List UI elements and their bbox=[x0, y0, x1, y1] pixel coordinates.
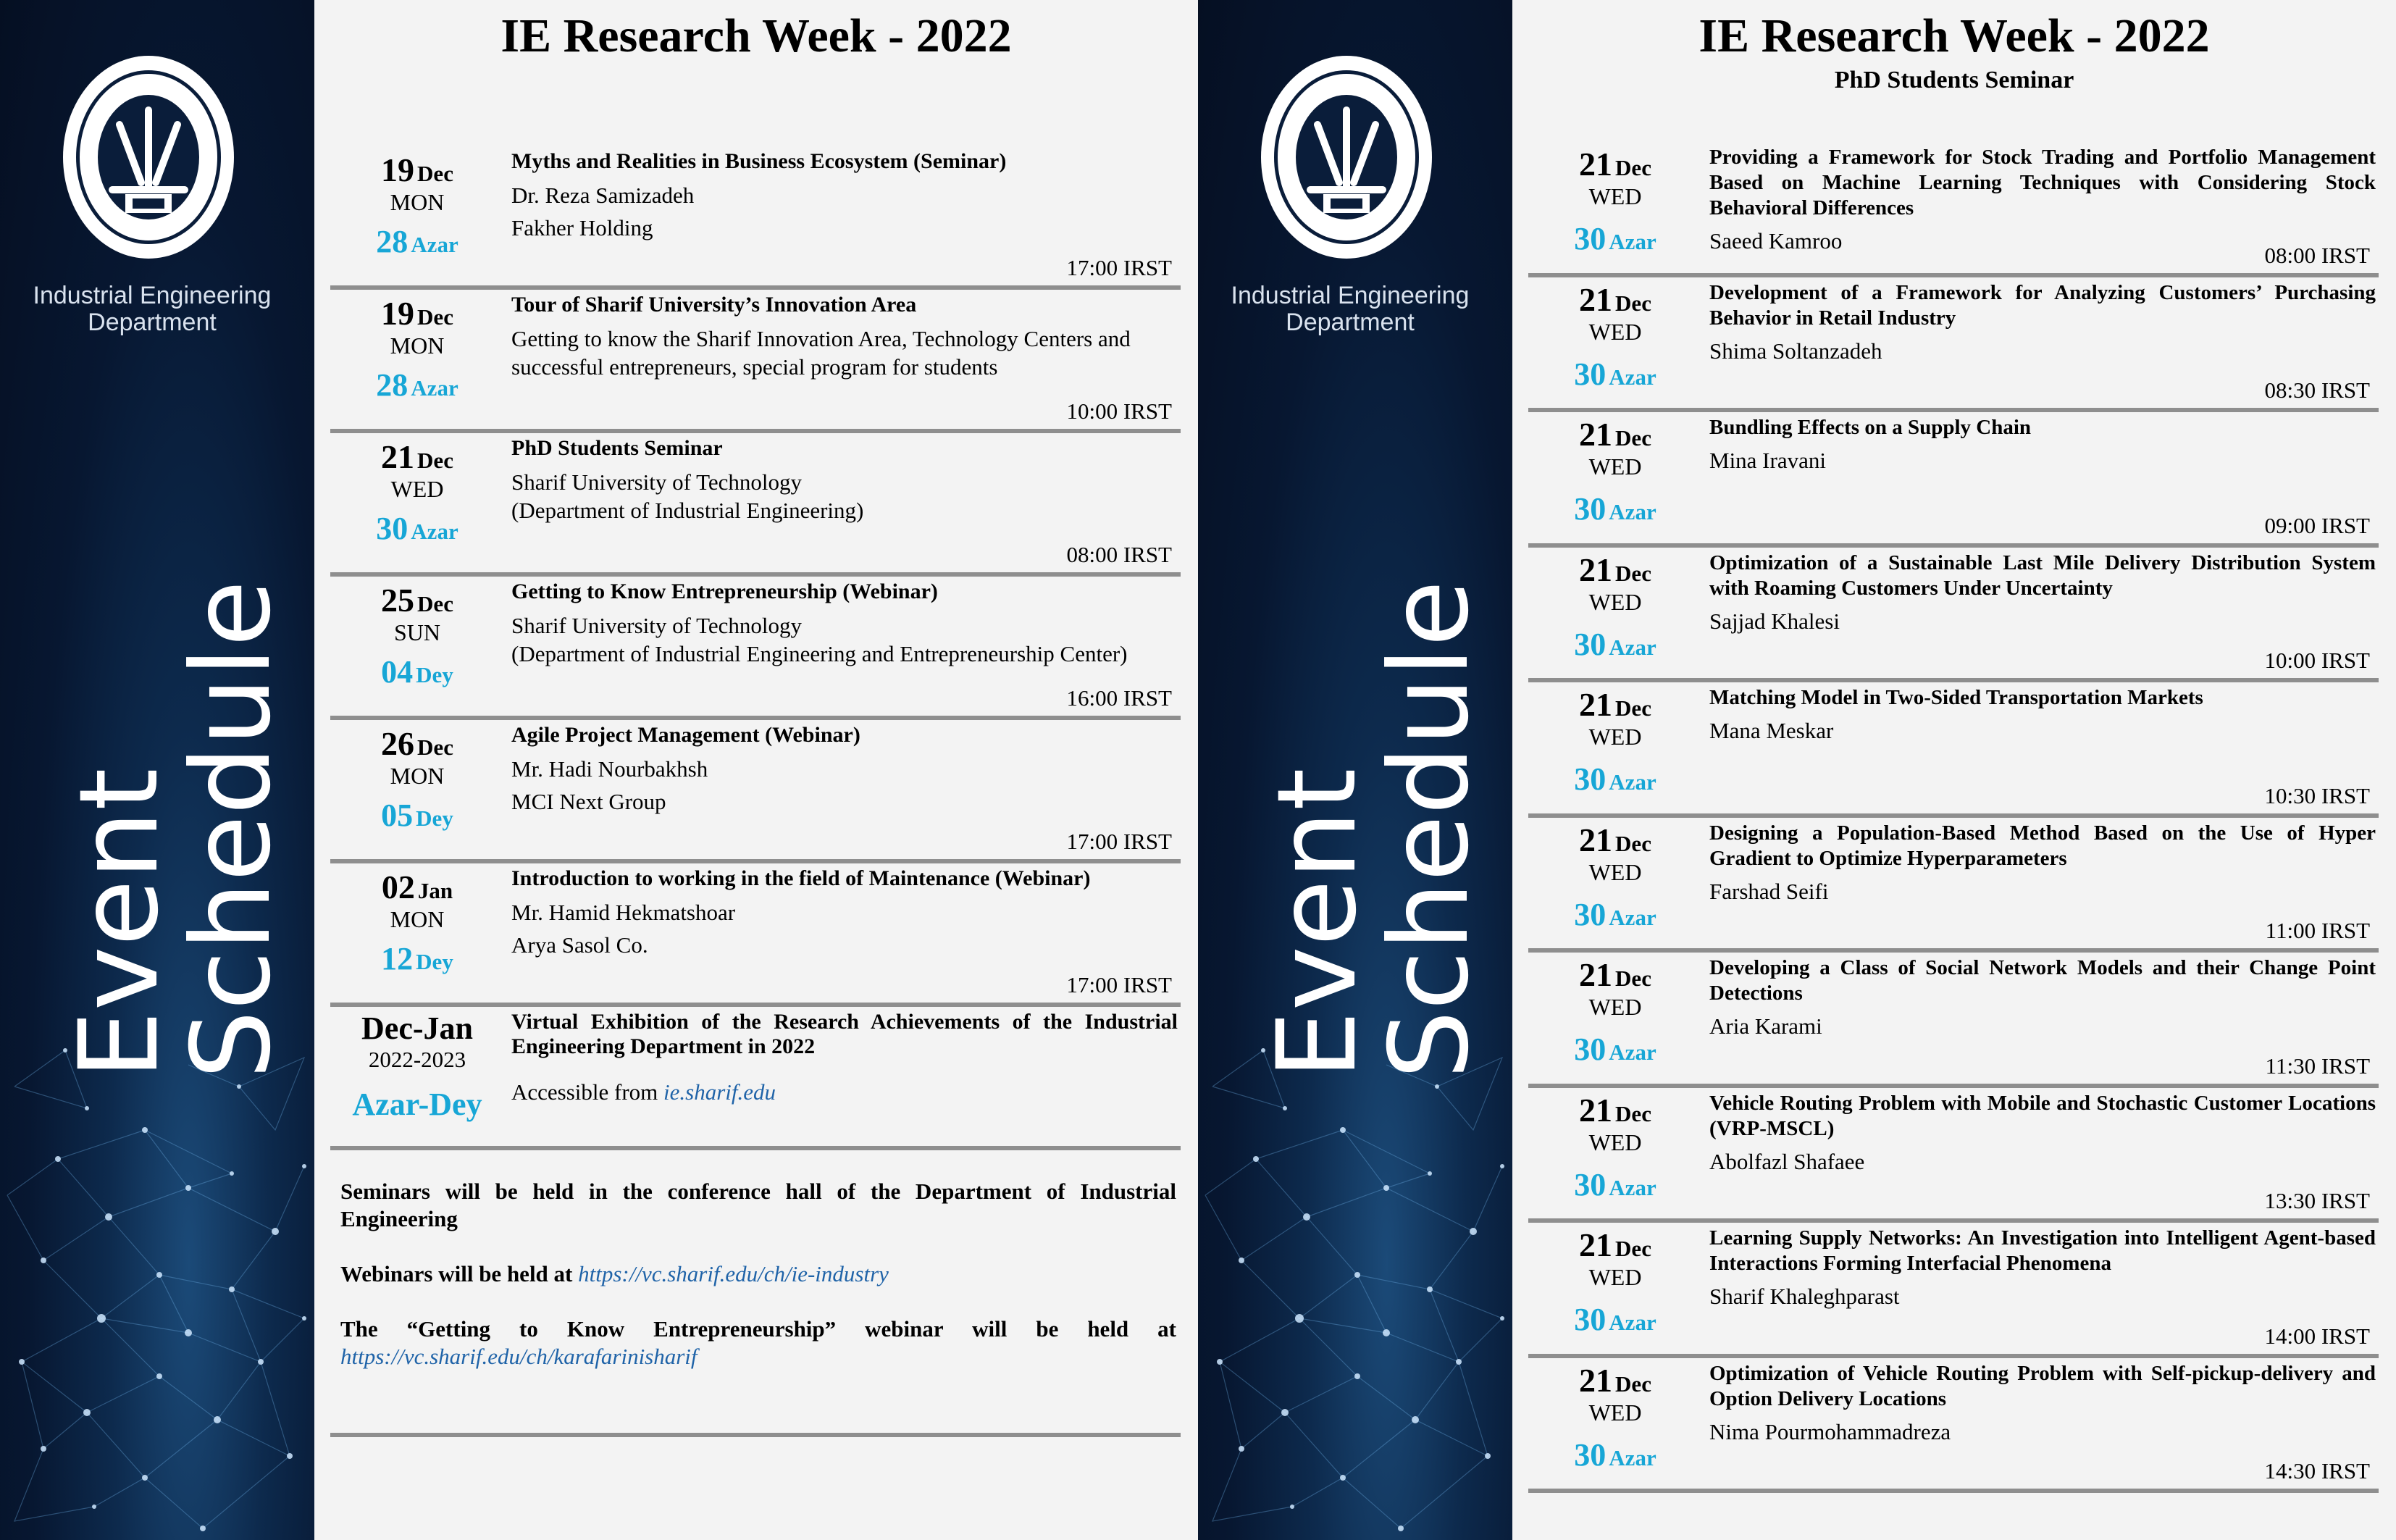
entrepreneurship-link[interactable]: https://vc.sharif.edu/ch/karafarinisharif bbox=[340, 1344, 698, 1369]
event-time: 17:00 IRST bbox=[1066, 829, 1172, 854]
event-item bbox=[330, 145, 1181, 290]
seminar-content bbox=[1709, 955, 2376, 1040]
seminar-content bbox=[1709, 821, 2376, 905]
seminar-presenter: Mana Meskar bbox=[1709, 718, 1834, 743]
event-department: (Department of Industrial Engineering) bbox=[511, 498, 864, 523]
seminar-date: 21 Dec WED 30 Azar bbox=[1574, 956, 1656, 1067]
seminar-presenter: Farshad Seifi bbox=[1709, 878, 1829, 904]
seminar-title: Bundling Effects on a Supply Chain bbox=[1709, 416, 2032, 439]
seminar-time: 14:30 IRST bbox=[2264, 1458, 2370, 1483]
seminar-content bbox=[1709, 1226, 2376, 1310]
event-title: Agile Project Management (Webinar) bbox=[511, 723, 860, 747]
event-date: 02 Jan MON 12 Dey bbox=[381, 869, 453, 976]
event-organization: Fakher Holding bbox=[511, 215, 653, 240]
seminar-date: 21 Dec WED 30 Azar bbox=[1574, 1091, 1656, 1202]
seminar-item bbox=[1528, 548, 2379, 683]
event-content bbox=[511, 149, 1178, 242]
event-date: 19 Dec MON 28 Azar bbox=[376, 295, 458, 403]
seminar-presenter: Sajjad Khalesi bbox=[1709, 608, 1840, 634]
seminar-date: 21 Dec WED 30 Azar bbox=[1574, 1361, 1656, 1473]
event-content bbox=[511, 293, 1178, 381]
left-schedule-panel bbox=[314, 0, 1199, 1540]
seminar-item bbox=[1528, 953, 2379, 1088]
seminar-date: 21 Dec WED 30 Azar bbox=[1574, 821, 1656, 932]
event-title: Getting to Know Entrepreneurship (Webinar) bbox=[511, 579, 938, 603]
note-seminar-location: Seminars will be held in the conference hall of the Department of Industrial Engineering bbox=[340, 1179, 1176, 1231]
event-title: Myths and Realities in Business Ecosystem (Seminar) bbox=[511, 149, 1007, 173]
seminar-date: 21 Dec WED 30 Azar bbox=[1574, 551, 1656, 662]
department-label: Industrial Engineering Department bbox=[1231, 282, 1470, 336]
event-item bbox=[330, 719, 1181, 863]
seminar-content bbox=[1709, 551, 2376, 635]
seminar-time: 10:30 IRST bbox=[2264, 782, 2370, 808]
right-sidebar bbox=[1198, 0, 1512, 1540]
seminar-content bbox=[1709, 280, 2376, 365]
bottom-divider bbox=[330, 1433, 1181, 1437]
event-time: 17:00 IRST bbox=[1066, 972, 1172, 997]
seminar-presenter: Nima Pourmohammadreza bbox=[1709, 1418, 1951, 1444]
seminar-time: 11:30 IRST bbox=[2265, 1053, 2370, 1079]
event-title: PhD Students Seminar bbox=[511, 436, 723, 460]
seminar-title: Vehicle Routing Problem with Mobile and Stochastic Customer Locations (VRP-MSCL) bbox=[1709, 1091, 2376, 1140]
right-poster bbox=[1198, 0, 2396, 1540]
seminar-item bbox=[1528, 1223, 2379, 1358]
exhibition-content bbox=[511, 1010, 1178, 1106]
seminar-date: 21 Dec WED 30 Azar bbox=[1574, 280, 1656, 392]
event-organization: Arya Sasol Co. bbox=[511, 932, 648, 958]
event-title: Tour of Sharif University’s Innovation Area bbox=[511, 293, 917, 317]
page-title: IE Research Week - 2022 bbox=[1698, 9, 2210, 62]
event-organization: MCI Next Group bbox=[511, 789, 666, 814]
seminar-title: Designing a Population-Based Method Based on the Use of Hyper Gradient to Optimize Hyperparameters bbox=[1709, 821, 2376, 870]
sharif-logo bbox=[1260, 52, 1433, 262]
vertical-title bbox=[1254, 579, 1493, 1079]
event-date: 19 Dec MON 28 Azar bbox=[376, 151, 458, 259]
seminar-item bbox=[1528, 818, 2379, 953]
seminar-title: Learning Supply Networks: An Investigation into Intelligent Agent-based Interactions Forming Interfacial Phenomena bbox=[1709, 1226, 2376, 1275]
left-sidebar bbox=[0, 0, 314, 1540]
exhibition-link[interactable]: ie.sharif.edu bbox=[663, 1079, 776, 1105]
seminar-presenter: Shima Soltanzadeh bbox=[1709, 338, 1882, 364]
event-speaker: Dr. Reza Samizadeh bbox=[511, 183, 695, 208]
seminar-title: Optimization of Vehicle Routing Problem with Self-pickup-delivery and Option Delivery Locations bbox=[1709, 1361, 2376, 1410]
event-date: 21 Dec WED 30 Azar bbox=[376, 438, 458, 546]
seminar-time: 14:00 IRST bbox=[2264, 1323, 2370, 1349]
seminar-item bbox=[1528, 277, 2379, 413]
event-organization: Sharif University of Technology bbox=[511, 613, 803, 638]
vertical-title-schedule: Schedule bbox=[169, 579, 295, 1079]
vertical-title-event: Event bbox=[1254, 768, 1381, 1079]
page-subtitle: PhD Students Seminar bbox=[1834, 67, 2074, 93]
seminar-date: 21 Dec WED 30 Azar bbox=[1574, 686, 1656, 797]
event-title: Introduction to working in the field of Maintenance (Webinar) bbox=[511, 866, 1091, 890]
exhibition-item bbox=[330, 1005, 1181, 1150]
seminar-item bbox=[1528, 412, 2379, 548]
seminar-item bbox=[1528, 142, 2379, 277]
seminar-presenter: Saeed Kamroo bbox=[1709, 228, 1843, 254]
seminar-presenter: Mina Iravani bbox=[1709, 448, 1826, 473]
event-department: (Department of Industrial Engineering and Entrepreneurship Center) bbox=[511, 641, 1128, 666]
event-date: 26 Dec MON 05 Dey bbox=[381, 725, 453, 833]
event-content bbox=[511, 723, 1178, 816]
seminar-time: 10:00 IRST bbox=[2264, 648, 2370, 673]
event-time: 10:00 IRST bbox=[1066, 398, 1172, 424]
notes bbox=[340, 1178, 1176, 1398]
event-item bbox=[330, 575, 1181, 720]
seminar-item bbox=[1528, 1088, 2379, 1223]
exhibition-date: Dec-Jan 2022-2023 Azar-Dey bbox=[352, 1010, 482, 1122]
seminar-title: Developing a Class of Social Network Models and their Change Point Detections bbox=[1709, 956, 2376, 1005]
event-speaker: Mr. Hamid Hekmatshoar bbox=[511, 900, 736, 925]
seminar-date: 21 Dec WED 30 Azar bbox=[1574, 146, 1656, 256]
seminar-content bbox=[1709, 1091, 2376, 1176]
seminar-presenter: Abolfazl Shafaee bbox=[1709, 1148, 1865, 1174]
event-organization: Sharif University of Technology bbox=[511, 469, 803, 495]
event-time: 16:00 IRST bbox=[1066, 685, 1172, 711]
seminar-time: 13:30 IRST bbox=[2264, 1188, 2370, 1213]
event-speaker: Mr. Hadi Nourbakhsh bbox=[511, 756, 708, 782]
seminar-item bbox=[1528, 1358, 2379, 1494]
seminar-date: 21 Dec WED 30 Azar bbox=[1574, 1226, 1656, 1337]
seminar-time: 08:30 IRST bbox=[2264, 377, 2370, 403]
seminar-item bbox=[1528, 682, 2379, 818]
event-content bbox=[511, 579, 1178, 668]
exhibition-title: Virtual Exhibition of the Research Achievements of the Industrial Engineering Department in 2022 bbox=[511, 1010, 1178, 1058]
seminar-content bbox=[1709, 1361, 2376, 1446]
event-description: Getting to know the Sharif Innovation Area, Technology Centers and successful entrepreneurs, special program for students bbox=[511, 326, 1131, 380]
seminar-title: Matching Model in Two-Sided Transportation Markets bbox=[1709, 686, 2203, 709]
vertical-title bbox=[56, 579, 295, 1079]
note-webinar-location: Webinars will be held at https://vc.sharif.edu/ch/ie-industry bbox=[340, 1261, 889, 1286]
seminar-content bbox=[1709, 685, 2376, 745]
vertical-title-event: Event bbox=[56, 768, 183, 1079]
event-item bbox=[330, 288, 1181, 433]
sharif-logo bbox=[62, 52, 235, 262]
seminar-time: 09:00 IRST bbox=[2264, 512, 2370, 538]
seminar-date: 21 Dec WED 30 Azar bbox=[1574, 416, 1656, 527]
seminar-presenter: Sharif Khaleghparast bbox=[1709, 1284, 1900, 1309]
vertical-title-schedule: Schedule bbox=[1367, 579, 1493, 1079]
event-content bbox=[511, 436, 1178, 524]
event-content bbox=[511, 866, 1178, 959]
seminar-time: 08:00 IRST bbox=[2264, 242, 2370, 268]
seminar-content bbox=[1709, 415, 2376, 474]
page-title: IE Research Week - 2022 bbox=[500, 9, 1012, 62]
webinar-link[interactable]: https://vc.sharif.edu/ch/ie-industry bbox=[578, 1261, 889, 1286]
department-label: Industrial Engineering Department bbox=[33, 282, 272, 336]
seminar-title: Providing a Framework for Stock Trading and Portfolio Management Based on Machine Learning Techniques with Considering Stock Behavioral Differences bbox=[1709, 146, 2376, 219]
event-item bbox=[330, 432, 1181, 577]
event-time: 08:00 IRST bbox=[1066, 542, 1172, 567]
seminar-title: Optimization of a Sustainable Last Mile Delivery Distribution System with Roaming Customers Under Uncertainty bbox=[1709, 551, 2376, 600]
event-date: 25 Dec SUN 04 Dey bbox=[381, 582, 453, 690]
seminar-content bbox=[1709, 145, 2376, 255]
exhibition-access: Accessible from ie.sharif.edu bbox=[511, 1079, 776, 1105]
event-time: 17:00 IRST bbox=[1066, 255, 1172, 280]
seminar-presenter: Aria Karami bbox=[1709, 1013, 1822, 1039]
event-item bbox=[330, 862, 1181, 1007]
right-schedule-panel bbox=[1512, 0, 2396, 1540]
seminar-title: Development of a Framework for Analyzing Customers’ Purchasing Behavior in Retail Industry bbox=[1709, 280, 2376, 330]
note-entrepreneurship-webinar: The “Getting to Know Entrepreneurship” webinar will be held at https://vc.sharif.edu/ch/karafarinisharif bbox=[340, 1316, 1176, 1369]
seminar-time: 11:00 IRST bbox=[2265, 918, 2370, 943]
